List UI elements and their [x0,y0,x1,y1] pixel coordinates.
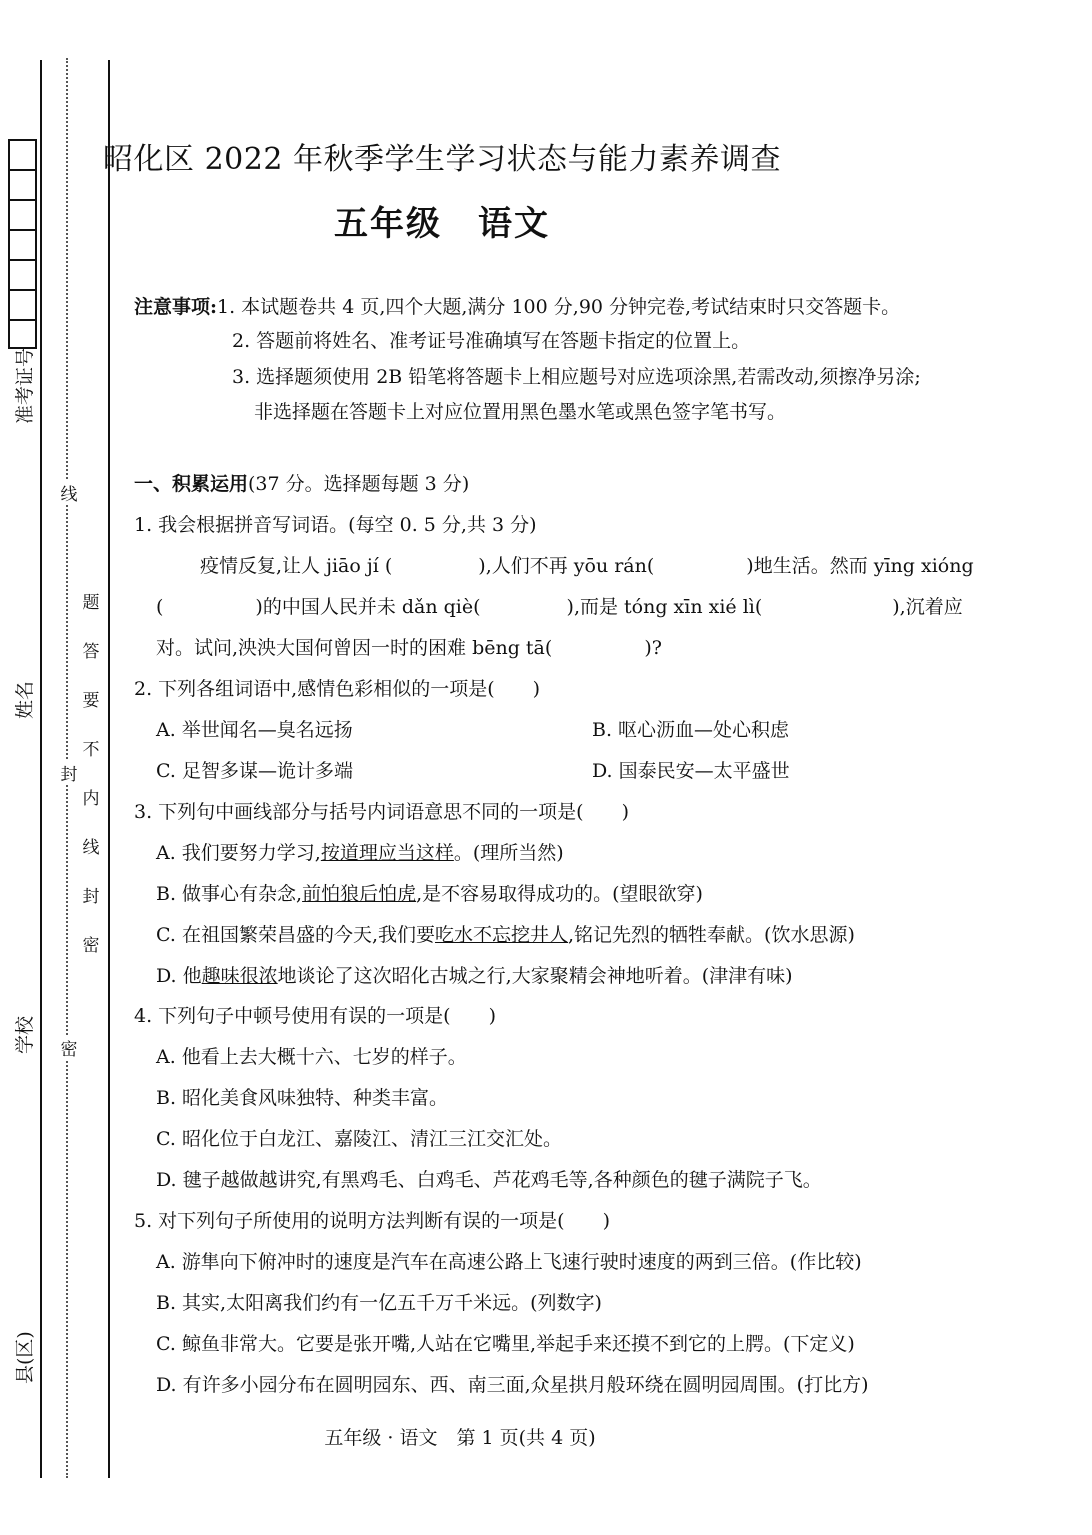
section-title: 一、积累运用 [134,473,249,495]
exam-id-grid[interactable] [8,139,38,349]
seal-char: 线 [82,838,100,858]
question-stem: 4. 下列句子中顿号使用有误的一项是( ) [134,1005,496,1027]
binding-inner-line [108,60,110,1478]
underlined-phrase: 趣味很浓 [201,965,278,987]
option-d: D. 有许多小园分布在圆明园东、西、南三面,众星拱月般环绕在圆明园周围。(打比方) [156,1374,869,1396]
notes-item: 非选择题在答题卡上对应位置用黑色墨水笔或黑色签字笔书写。 [254,401,787,423]
school-fill-line[interactable] [40,820,42,1010]
notes-row-1 [134,294,900,320]
option-d: D. 毽子越做越讲究,有黑鸡毛、白鸡毛、芦花鸡毛等,各种颜色的毽子满院子飞。 [156,1169,822,1191]
school-label: 学校 [14,1015,36,1054]
section-heading [134,471,469,497]
q1-line-2: ( )的中国人民并未 dǎn qiè( ),而是 tóng xīn xié lì( ),沉着应 [156,596,963,618]
seal-char: 要 [82,691,100,711]
county-label: 县(区) [14,1331,36,1384]
exam-id-label: 准考证号 [14,347,36,424]
underlined-phrase: 按道理应当这样 [320,842,454,864]
notes-item: 1. 本试题卷共 4 页,四个大题,满分 100 分,90 分钟完卷,考试结束时只交答题卡。 [217,296,901,318]
option-a: A. 游隼向下俯冲时的速度是汽车在高速公路上飞速行驶时速度的两到三倍。(作比较) [156,1251,862,1273]
q1-line-3: 对。试问,泱泱大国何曾因一时的困难 bēng tā( )? [156,637,662,659]
option-a: A. 他看上去大概十六、七岁的样子。 [156,1046,467,1068]
question-stem: 2. 下列各组词语中,感情色彩相似的一项是( ) [134,678,541,700]
seal-side-char: 封 [58,760,80,785]
seal-char: 不 [82,740,100,760]
name-fill-line[interactable] [40,490,42,670]
question-stem: 1. 我会根据拼音写词语。(每空 0. 5 分,共 3 分) [134,514,537,536]
seal-side-char: 密 [58,1035,80,1060]
seal-char: 内 [82,789,100,809]
option-a: A. 我们要努力学习,按道理应当这样。(理所当然) [156,842,564,864]
option-b: B. 做事心有杂念,前怕狼后怕虎,是不容易取得成功的。(望眼欲穿) [156,883,703,905]
underlined-phrase: 前怕狼后怕虎 [302,883,417,905]
county-fill-line[interactable] [40,1120,42,1320]
seal-side-char: 线 [58,480,80,505]
option-d: D. 国泰民安—太平盛世 [592,760,790,782]
option-c: C. 鲸鱼非常大。它要是张开嘴,人站在它嘴里,举起手来还摸不到它的上腭。(下定义) [156,1333,855,1355]
underlined-phrase: 吃水不忘挖井人 [434,924,568,946]
q1-line-1: 疫情反复,让人 jiāo jí ( ),人们不再 yōu rán( )地生活。然而 yīng xióng [200,555,974,577]
seal-char: 题 [82,593,100,613]
notes-label: 注意事项: [134,296,218,318]
seal-char: 答 [82,642,100,662]
section-score: (37 分。选择题每题 3 分) [248,473,470,495]
option-c: C. 昭化位于白龙江、嘉陵江、清江三江交汇处。 [156,1128,562,1150]
option-d: D. 他趣味很浓地谈论了这次昭化古城之行,大家聚精会神地听着。(津津有味) [156,965,793,987]
notes-item: 3. 选择题须使用 2B 铅笔将答题卡上相应题号对应选项涂黑,若需改动,须擦净另涂; [232,366,921,388]
question-stem: 5. 对下列句子所使用的说明方法判断有误的一项是( ) [134,1210,610,1232]
option-b: B. 其实,太阳离我们约有一亿五千万千米远。(列数字) [156,1292,602,1314]
exam-title: 昭化区 2022 年秋季学生学习状态与能力素养调查 [103,142,781,177]
notes-item: 2. 答题前将姓名、准考证号准确填写在答题卡指定的位置上。 [232,330,751,352]
seal-char: 密 [82,936,100,956]
option-a: A. 举世闻名—臭名远扬 [156,719,353,741]
option-c: C. 在祖国繁荣昌盛的今天,我们要吃水不忘挖井人,铭记先烈的牺牲奉献。(饮水思源) [156,924,855,946]
question-stem: 3. 下列句中画线部分与括号内词语意思不同的一项是( ) [134,801,629,823]
seal-char: 封 [82,887,100,907]
name-label: 姓名 [14,680,36,719]
option-c: C. 足智多谋—诡计多端 [156,760,353,782]
page-footer: 五年级 · 语文 第 1 页(共 4 页) [324,1427,596,1449]
option-b: B. 呕心沥血—处心积虑 [592,719,790,741]
option-b: B. 昭化美食风味独特、种类丰富。 [156,1087,449,1109]
exam-subtitle: 五年级 语文 [334,204,550,244]
